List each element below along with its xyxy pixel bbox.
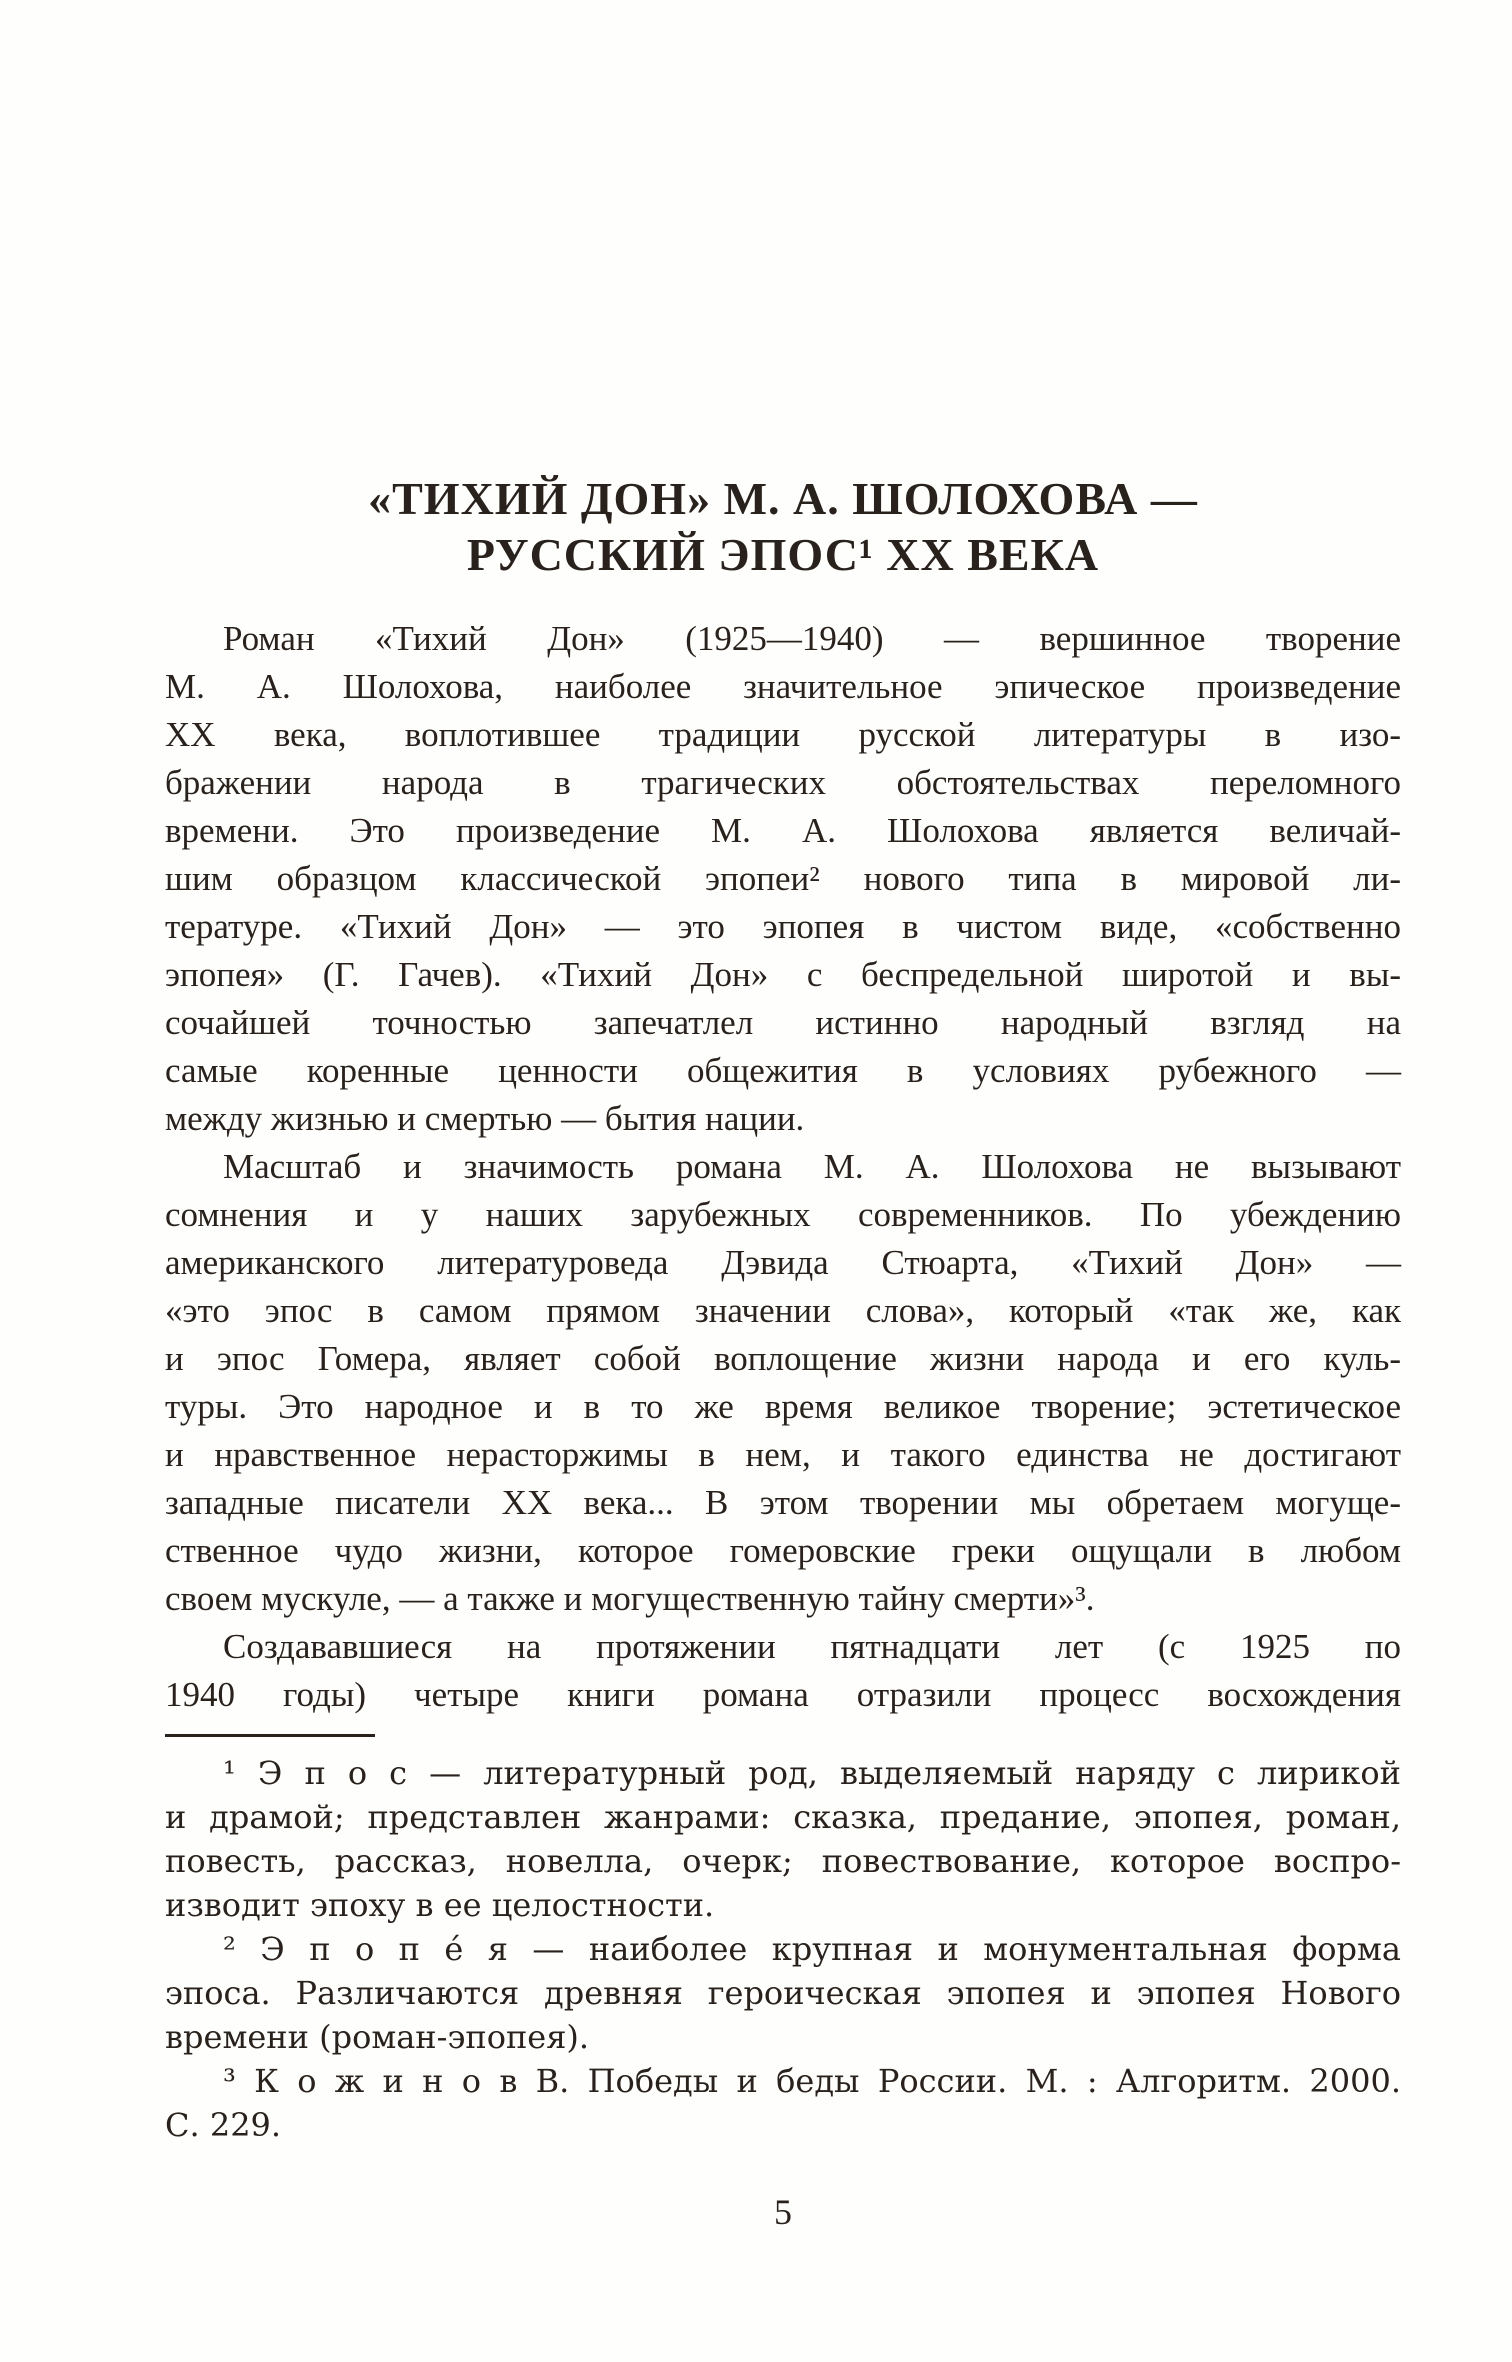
text-line: XX века, воплотившее традиции русской литературы в изо- [165, 715, 1401, 754]
paragraph-1 [165, 615, 1401, 1143]
footnotes [165, 1751, 1401, 2147]
text-line: эпопея» (Г. Гачев). «Тихий Дон» с беспредельной широтой и вы- [165, 955, 1401, 994]
text-line: Масштаб и значимость романа М. А. Шолохова не вызывают [223, 1147, 1401, 1186]
footnote-line: ¹ Э п о с — литературный род, выделяемый наряду с лирикой [223, 1754, 1401, 1792]
footnote-line: и драмой; представлен жанрами: сказка, предание, эпопея, роман, [165, 1798, 1401, 1836]
footnote-line: изводит эпоху в ее целостности. [165, 1886, 715, 1924]
text-line: ственное чудо жизни, которое гомеровские греки ощущали в любом [165, 1531, 1401, 1570]
chapter-title [165, 471, 1401, 583]
text-line: своем мускуле, — а также и могущественную тайну смерти»³. [165, 1579, 1095, 1618]
footnote-1 [165, 1751, 1401, 1927]
footnote-2 [165, 1927, 1401, 2059]
text-line: тературе. «Тихий Дон» — это эпопея в чистом виде, «собственно [165, 907, 1401, 946]
footnote-line: С. 229. [165, 2106, 282, 2144]
text-line: бражении народа в трагических обстоятельствах переломного [165, 763, 1401, 802]
footnote-line: ³ К о ж и н о в В. Победы и беды России. М. : Алгоритм. 2000. [223, 2062, 1401, 2100]
text-line: туры. Это народное и в то же время великое творение; эстетическое [165, 1387, 1401, 1426]
text-line: М. А. Шолохова, наиболее значительное эпическое произведение [165, 667, 1401, 706]
text-line: западные писатели XX века... В этом творении мы обретаем могуще- [165, 1483, 1401, 1522]
chapter-title-line-1: «ТИХИЙ ДОН» М. А. ШОЛОХОВА — [368, 473, 1198, 524]
text-line: и эпос Гомера, являет собой воплощение жизни народа и его куль- [165, 1339, 1401, 1378]
footnote-line: эпоса. Различаются древняя героическая эпопея и эпопея Нового [165, 1974, 1401, 2012]
body-text [165, 615, 1401, 1719]
text-line: и нравственное нерасторжимы в нем, и такого единства не достигают [165, 1435, 1401, 1474]
text-line: 1940 годы) четыре книги романа отразили процесс восхождения [165, 1675, 1401, 1714]
text-line: сочайшей точностью запечатлел истинно народный взгляд на [165, 1003, 1401, 1042]
text-line: сомнения и у наших зарубежных современников. По убеждению [165, 1195, 1401, 1234]
footnote-line: повесть, рассказ, новелла, очерк; повествование, которое воспро- [165, 1842, 1401, 1880]
text-line: шим образцом классической эпопеи² нового типа в мировой ли- [165, 859, 1401, 898]
text-line: «это эпос в самом прямом значении слова», который «так же, как [165, 1291, 1401, 1330]
paragraph-3 [165, 1623, 1401, 1719]
chapter-title-line-2: РУССКИЙ ЭПОС¹ XX ВЕКА [466, 529, 1100, 580]
footnote-3 [165, 2059, 1401, 2147]
text-line: времени. Это произведение М. А. Шолохова является величай- [165, 811, 1401, 850]
text-line: самые коренные ценности общежития в условиях рубежного — [165, 1051, 1401, 1090]
footnote-separator [165, 1734, 375, 1737]
page-number: 5 [774, 2192, 792, 2232]
paragraph-2 [165, 1143, 1401, 1623]
footnote-line: ² Э п о п е́ я — наиболее крупная и монументальная форма [223, 1930, 1401, 1968]
text-line: американского литературоведа Дэвида Стюарта, «Тихий Дон» — [165, 1243, 1401, 1282]
footnote-line: времени (роман-эпопея). [165, 2018, 590, 2056]
text-line: между жизнью и смертью — бытия нации. [165, 1099, 805, 1138]
text-line: Создававшиеся на протяжении пятнадцати лет (с 1925 по [223, 1627, 1401, 1666]
text-line: Роман «Тихий Дон» (1925—1940) — вершинное творение [223, 619, 1401, 658]
